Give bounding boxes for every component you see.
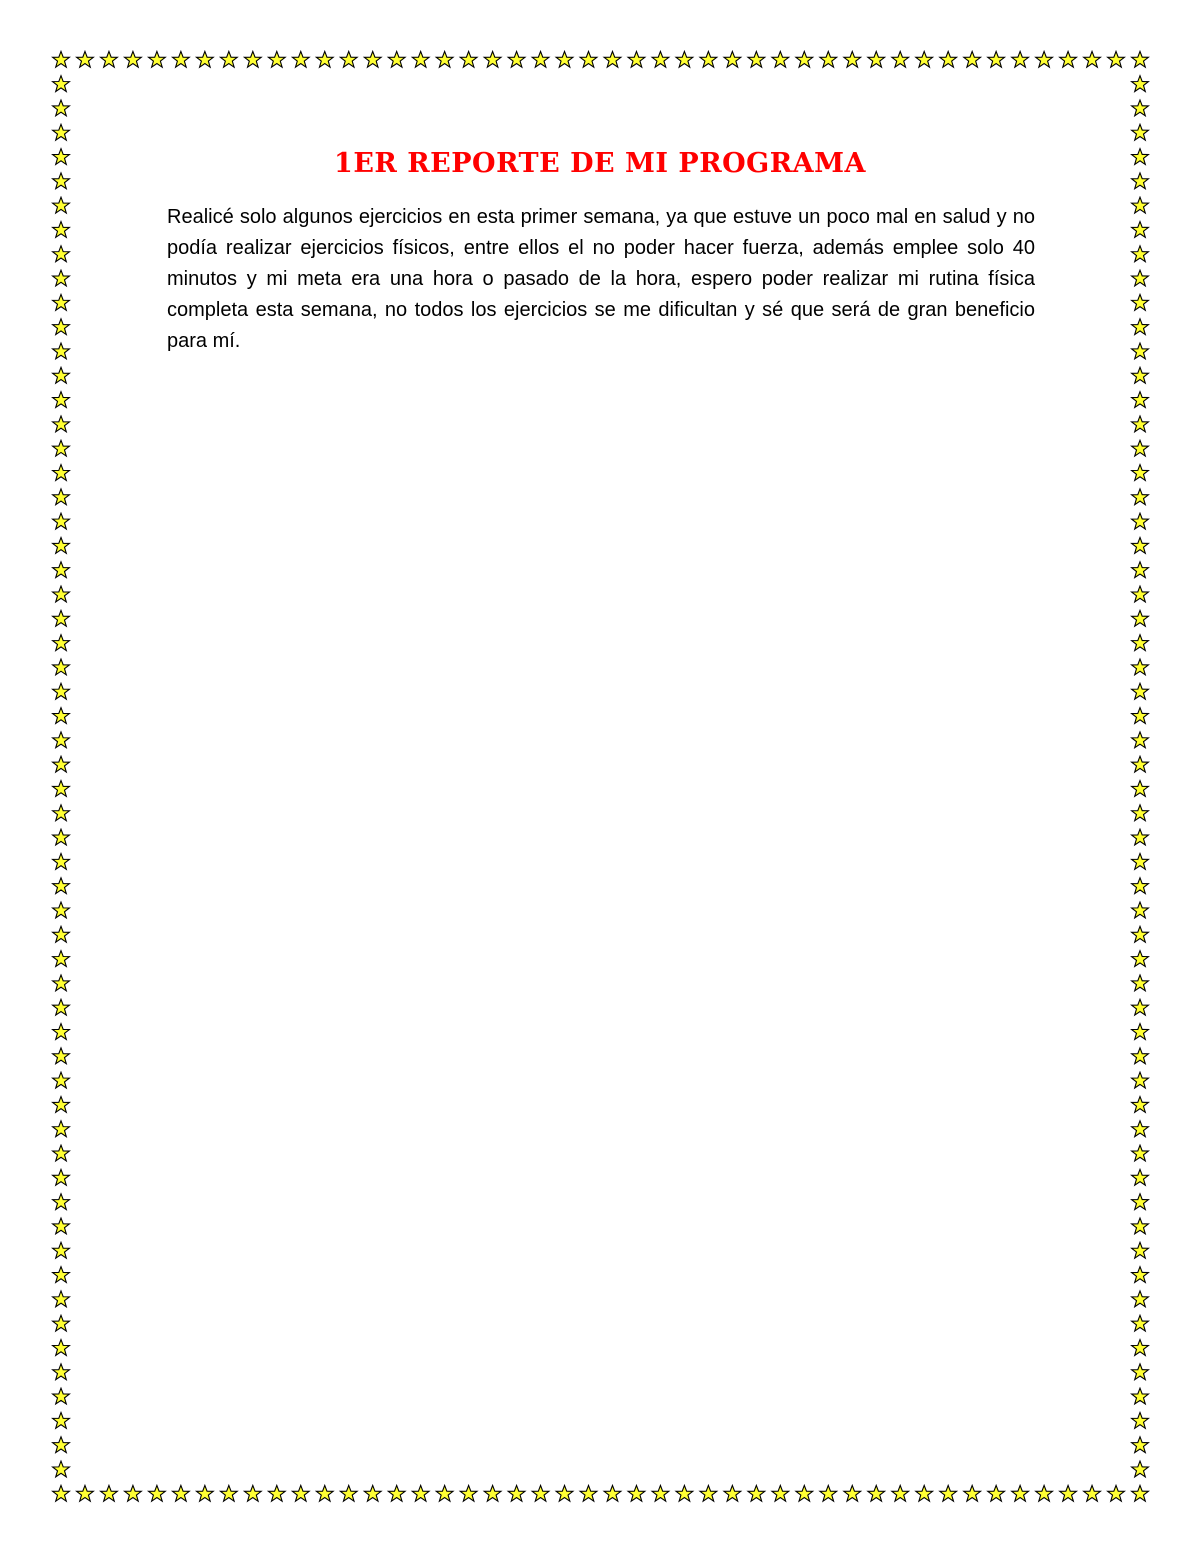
star-icon [53,392,70,408]
star-icon [1132,124,1149,140]
star-icon [868,1485,885,1501]
star-icon [724,51,741,67]
star-icon [53,1461,70,1477]
star-icon [1132,1412,1149,1428]
star-icon [1132,999,1149,1015]
star-icon [53,1194,70,1210]
star-icon [53,440,70,456]
star-icon [796,51,813,67]
star-icon [101,51,118,67]
star-icon [268,51,285,67]
star-icon [988,51,1005,67]
star-icon [1132,1364,1149,1380]
star-icon [892,1485,909,1501]
star-icon [532,1485,549,1501]
star-icon [1132,659,1149,675]
star-icon [149,51,166,67]
star-icon [580,51,597,67]
star-icon [532,51,549,67]
star-icon [772,51,789,67]
star-icon [196,51,213,67]
star-icon [53,1388,70,1404]
star-icon [244,51,261,67]
star-icon [53,562,70,578]
star-icon [412,51,429,67]
star-icon [53,610,70,626]
star-icon [53,1291,70,1307]
star-icon [53,149,70,165]
star-icon [1132,781,1149,797]
star-icon [53,1072,70,1088]
star-icon [53,416,70,432]
star-icon [700,51,717,67]
star-icon [53,853,70,869]
star-icon [1132,683,1149,699]
star-icon [1084,1485,1101,1501]
star-icon [1132,367,1149,383]
star-icon [868,51,885,67]
star-icon [196,1485,213,1501]
star-icon [364,1485,381,1501]
star-icon [436,1485,453,1501]
star-icon [484,1485,501,1501]
star-icon [53,1364,70,1380]
star-icon [412,1485,429,1501]
star-icon [53,829,70,845]
star-icon [748,51,765,67]
star-icon [556,51,573,67]
star-icon [292,51,309,67]
star-icon [1132,1485,1149,1501]
star-icon [244,1485,261,1501]
star-icon [53,100,70,116]
star-icon [1132,635,1149,651]
star-icon [1132,1388,1149,1404]
star-icon [844,1485,861,1501]
star-icon [1132,1437,1149,1453]
star-icon [1132,222,1149,238]
star-icon [1132,926,1149,942]
report-paragraph: Realicé solo algunos ejercicios en esta primer semana, ya que estuve un poco mal en salud y no podía realizar ejercicios físicos, entre ellos el no poder hacer fuerza, además emplee solo 40 minutos y mi meta era una hora o pasado de la hora, espero poder realizar mi rutina física completa esta semana, no todos los ejercicios se me dificultan y sé que será de gran beneficio para mí. [167,206,1035,352]
star-icon [1132,562,1149,578]
star-icon [460,51,477,67]
star-icon [940,1485,957,1501]
star-icon [1012,1485,1029,1501]
star-icon [1132,975,1149,991]
star-icon [53,805,70,821]
star-icon [53,1242,70,1258]
page-title: 1ER REPORTE DE MI PROGRAMA [334,148,866,179]
star-icon [1132,100,1149,116]
star-icon [101,1485,118,1501]
star-icon [1132,76,1149,92]
star-icon [1132,489,1149,505]
star-icon [892,51,909,67]
star-icon [1132,1048,1149,1064]
star-icon [388,1485,405,1501]
star-icon [1132,1315,1149,1331]
star-icon [676,51,693,67]
star-icon [1132,51,1149,67]
star-icon [1132,708,1149,724]
star-icon [53,270,70,286]
star-icon [1132,902,1149,918]
star-icon [53,1097,70,1113]
star-icon [53,343,70,359]
star-icon [1132,294,1149,310]
star-icon [125,1485,142,1501]
star-icon [1132,732,1149,748]
star-icon [1084,51,1101,67]
star-icon [53,878,70,894]
star-icon [1132,805,1149,821]
star-icon [53,1145,70,1161]
star-icon [628,51,645,67]
star-icon [53,1121,70,1137]
star-icon [820,51,837,67]
star-icon [1132,1340,1149,1356]
star-icon [1132,1461,1149,1477]
star-icon [916,1485,933,1501]
star-icon [1012,51,1029,67]
star-icon [508,51,525,67]
star-icon [1132,586,1149,602]
star-icon [292,1485,309,1501]
star-icon [53,1340,70,1356]
star-icon [53,999,70,1015]
star-icon [1132,149,1149,165]
star-icon [436,51,453,67]
star-icon [1132,465,1149,481]
star-icon [364,51,381,67]
star-icon [53,1169,70,1185]
star-icon [53,538,70,554]
star-icon [1132,270,1149,286]
star-icon [125,51,142,67]
star-icon [220,1485,237,1501]
star-icon [1132,513,1149,529]
star-icon [1132,610,1149,626]
star-icon [1132,756,1149,772]
star-icon [1132,440,1149,456]
star-icon [508,1485,525,1501]
star-icon [53,1437,70,1453]
star-icon [1132,1194,1149,1210]
star-icon [53,1485,70,1501]
star-icon [53,124,70,140]
star-icon [1132,1024,1149,1040]
star-icon [268,1485,285,1501]
star-icon [53,1048,70,1064]
star-icon [1132,1291,1149,1307]
star-icon [772,1485,789,1501]
star-icon [53,76,70,92]
star-icon [53,1218,70,1234]
star-icon [53,683,70,699]
star-icon [149,1485,166,1501]
star-icon [53,951,70,967]
star-icon [388,51,405,67]
star-icon [1132,392,1149,408]
star-icon [53,246,70,262]
star-icon [53,465,70,481]
star-icon [748,1485,765,1501]
star-icon [1108,1485,1125,1501]
star-icon [53,294,70,310]
star-icon [1060,1485,1077,1501]
star-icon [53,1024,70,1040]
star-icon [844,51,861,67]
star-icon [53,902,70,918]
star-icon [53,489,70,505]
star-icon [340,51,357,67]
star-icon [53,708,70,724]
star-icon [652,1485,669,1501]
star-icon [53,1315,70,1331]
star-icon [53,1267,70,1283]
star-icon [604,51,621,67]
star-icon [556,1485,573,1501]
star-icon [940,51,957,67]
star-icon [1132,1097,1149,1113]
star-icon [604,1485,621,1501]
star-icon [1132,1145,1149,1161]
star-icon [53,975,70,991]
star-icon [628,1485,645,1501]
star-icon [1132,1267,1149,1283]
star-icon [1132,416,1149,432]
star-icon [652,51,669,67]
star-icon [1132,951,1149,967]
star-icon [53,222,70,238]
star-icon [988,1485,1005,1501]
star-icon [484,51,501,67]
star-icon [1132,1242,1149,1258]
star-icon [53,319,70,335]
star-icon [316,51,333,67]
star-icon [676,1485,693,1501]
star-icon [1132,197,1149,213]
star-icon [820,1485,837,1501]
star-icon [53,513,70,529]
star-icon [964,1485,981,1501]
star-icon [1132,343,1149,359]
star-icon [53,1412,70,1428]
star-icon [1132,246,1149,262]
star-icon [53,635,70,651]
star-icon [77,1485,94,1501]
star-icon [964,51,981,67]
star-icon [53,781,70,797]
star-icon [53,51,70,67]
star-icon [1132,1072,1149,1088]
star-icon [724,1485,741,1501]
star-icon [916,51,933,67]
star-icon [1132,829,1149,845]
star-icon [1060,51,1077,67]
star-icon [53,367,70,383]
star-icon [53,659,70,675]
star-icon [53,173,70,189]
star-icon [53,926,70,942]
star-icon [172,1485,189,1501]
star-icon [53,756,70,772]
star-icon [460,1485,477,1501]
star-icon [796,1485,813,1501]
star-icon [77,51,94,67]
star-icon [1036,1485,1053,1501]
star-icon [700,1485,717,1501]
star-icon [1108,51,1125,67]
star-icon [53,197,70,213]
star-icon [316,1485,333,1501]
star-icon [580,1485,597,1501]
star-icon [1132,538,1149,554]
star-icon [1132,1218,1149,1234]
star-icon [53,586,70,602]
star-icon [1132,853,1149,869]
star-icon [53,732,70,748]
star-icon [1132,878,1149,894]
star-icon [1132,173,1149,189]
star-icon [1132,1169,1149,1185]
star-icon [172,51,189,67]
star-icon [1132,1121,1149,1137]
star-icon [340,1485,357,1501]
star-icon [220,51,237,67]
star-icon [1036,51,1053,67]
star-icon [1132,319,1149,335]
